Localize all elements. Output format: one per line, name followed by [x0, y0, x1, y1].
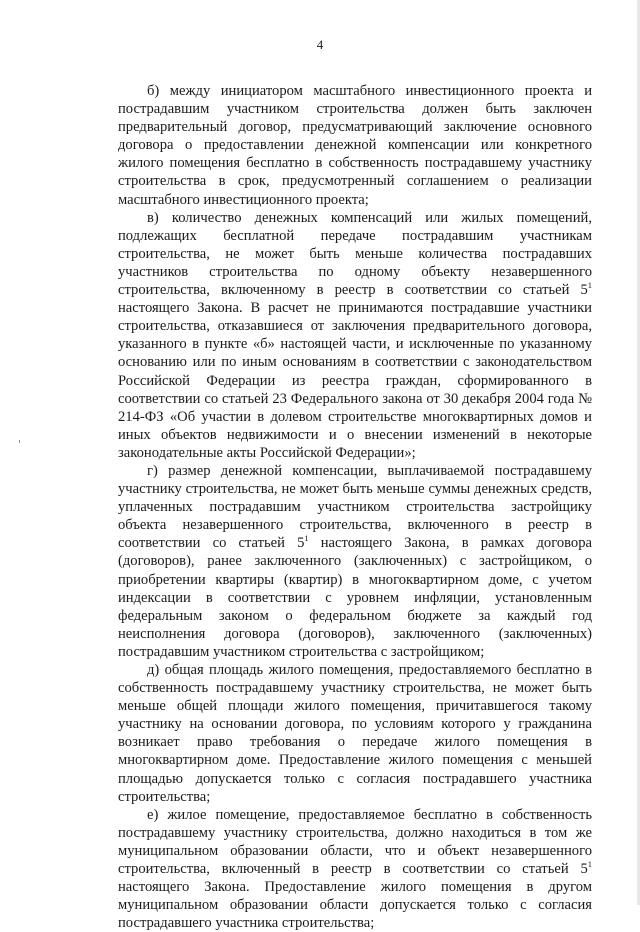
article-superscript: 1: [587, 280, 592, 291]
page-number: 4: [316, 37, 324, 52]
paragraph-v-text-before: в) количество денежных компенсаций или жилых помещений, подлежащих бесплатной передаче пострадавшим участникам строительства, не может быть меньше количества пострадавших участников строительства по одному объекту незавершенного строительства, включенному в реестр в соответствии со статьей 5: [118, 209, 592, 299]
document-body: [118, 82, 592, 932]
paragraph-e-text-before: е) жилое помещение, предоставляемое бесплатно в собственность пострадавшему участнику строительства, должно находиться в том же муниципальном образовании области, что и объект незавершенного строительства, включенный в реестр в соответствии со статьей 5: [118, 806, 592, 878]
paragraph-d: [118, 661, 592, 806]
paragraph-v: [118, 209, 592, 462]
scan-mark: [19, 440, 20, 443]
paragraph-g-text-before: г) размер денежной компенсации, выплачиваемой пострадавшему участнику строительства, не может быть меньше суммы денежных средств, уплаченных пострадавшим участником строительства застройщику объекта незавершенного строительства, включенного в реестр в соответствии со статьей 5: [118, 462, 592, 552]
paragraph-e-text-after: настоящего Закона. Предоставление жилого помещения в другом муниципальном образовании области допускается только с согласия пострадавшего участника строительства;: [118, 879, 592, 932]
paragraph-d-text: д) общая площадь жилого помещения, предоставляемого бесплатно в собственность пострадавшему участнику строительства, не может быть меньше общей площади жилого помещения, причитавшегося такому участнику на основании договора, по условиям которого у гражданина возникает право требования о передаче жилого помещения в многоквартирном доме. Предоставление жилого помещения с меньшей площадью допускается только с согласия пострадавшего участника строительства;: [118, 662, 592, 805]
paragraph-g-text-after: настоящего Закона, в рамках договора (договоров), ранее заключенного (заключенных) с застройщиком, о приобретении квартиры (квартир) в многоквартирном доме, с учетом индексации в соответствии с уровнем инфляции, установленным федеральным законом о федеральном бюджете за каждый год неисполнения договора (договоров), заключенного (заключенных) пострадавшим участником строительства с застройщиком;: [118, 535, 592, 660]
paragraph-e: [118, 806, 592, 932]
paragraph-v-text-after: настоящего Закона. В расчет не принимаются пострадавшие участники строительства, отказавшиеся от заключения предварительного договора, указанного в пункте «б» настоящей части, и исключенные по указанному основанию или по иным основаниям в соответствии с законодательством Российской Федерации из реестра граждан, сформированного в соответствии со статьей 23 Федерального закона от 30 декабря 2004 года № 214-ФЗ «Об участии в долевом строительстве многоквартирных домов и иных объектов недвижимости и о внесении изменений в некоторые законодательные акты Российской Федерации»;: [118, 300, 592, 461]
article-superscript: 1: [304, 533, 309, 544]
paragraph-b-text: б) между инициатором масштабного инвестиционного проекта и пострадавшим участником строительства должен быть заключен предварительный договор, предусматривающий заключение основного договора о предоставлении денежной компенсации или конкретного жилого помещения бесплатно в собственность пострадавшему участнику строительства в срок, предусмотренный соглашением о реализации масштабного инвестиционного проекта;: [118, 83, 592, 208]
paragraph-g: [118, 462, 592, 661]
article-superscript: 1: [587, 859, 592, 870]
paragraph-b: [118, 82, 592, 209]
